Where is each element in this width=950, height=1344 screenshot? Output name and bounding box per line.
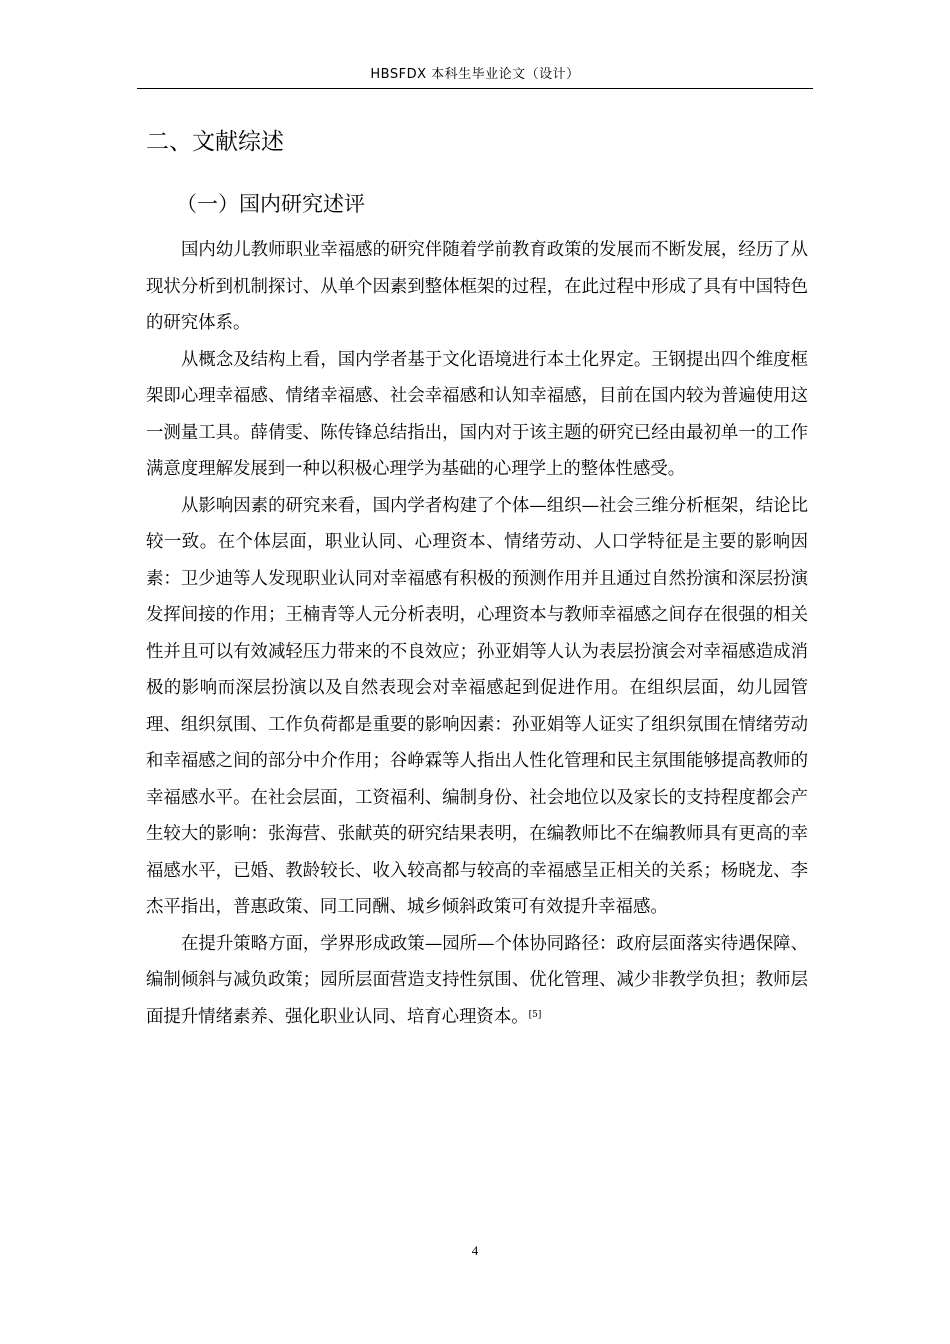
- paragraph-4: [146, 926, 808, 1036]
- body-text: [146, 232, 808, 1035]
- paragraph-3: 从影响因素的研究来看，国内学者构建了个体—组织—社会三维分析框架，结论比较一致。在个体层面，职业认同、心理资本、情绪劳动、人口学特征是主要的影响因素：卫少迪等人发现职业认同对幸福感有积极的预测作用并且通过自然扮演和深层扮演发挥间接的作用；王楠青等人元分析表明，心理资本与教师幸福感之间存在很强的相关性并且可以有效减轻压力带来的不良效应；孙亚娟等人认为表层扮演会对幸福感造成消极的影响而深层扮演以及自然表现会对幸福感起到促进作用。在组织层面，幼儿园管理、组织氛围、工作负荷都是重要的影响因素：孙亚娟等人证实了组织氛围在情绪劳动和幸福感之间的部分中介作用；谷峥霖等人指出人性化管理和民主氛围能够提高教师的幸福感水平。在社会层面，工资福利、编制身份、社会地位以及家长的支持程度都会产生较大的影响：张海营、张献英的研究结果表明，在编教师比不在编教师具有更高的幸福感水平，已婚、教龄较长、收入较高都与较高的幸福感呈正相关的关系；杨晓龙、李杰平指出，普惠政策、同工同酬、城乡倾斜政策可有效提升幸福感。: [146, 495, 808, 917]
- paragraph-2: 从概念及结构上看，国内学者基于文化语境进行本土化界定。王钢提出四个维度框架即心理幸福感、情绪幸福感、社会幸福感和认知幸福感，目前在国内较为普遍使用这一测量工具。薛倩雯、陈传锋总结指出，国内对于该主题的研究已经由最初单一的工作满意度理解发展到一种以积极心理学为基础的心理学上的整体性感受。: [146, 349, 808, 479]
- header-divider: [137, 88, 813, 89]
- subsection-heading: （一）国内研究述评: [176, 192, 365, 216]
- page-number: 4: [471, 1243, 479, 1258]
- section-heading: 二、文献综述: [146, 129, 284, 155]
- page-header: HBSFDX 本科生毕业论文（设计）: [370, 67, 580, 82]
- citation-marker: [5]: [528, 1009, 542, 1020]
- paragraph-4-text: 在提升策略方面，学界形成政策—园所—个体协同路径：政府层面落实待遇保障、编制倾斜与减负政策；园所层面营造支持性氛围、优化管理、减少非教学负担；教师层面提升情绪素养、强化职业认同、培育心理资本。: [146, 933, 808, 1027]
- paragraph-1: 国内幼儿教师职业幸福感的研究伴随着学前教育政策的发展而不断发展，经历了从现状分析到机制探讨、从单个因素到整体框架的过程，在此过程中形成了具有中国特色的研究体系。: [146, 240, 808, 333]
